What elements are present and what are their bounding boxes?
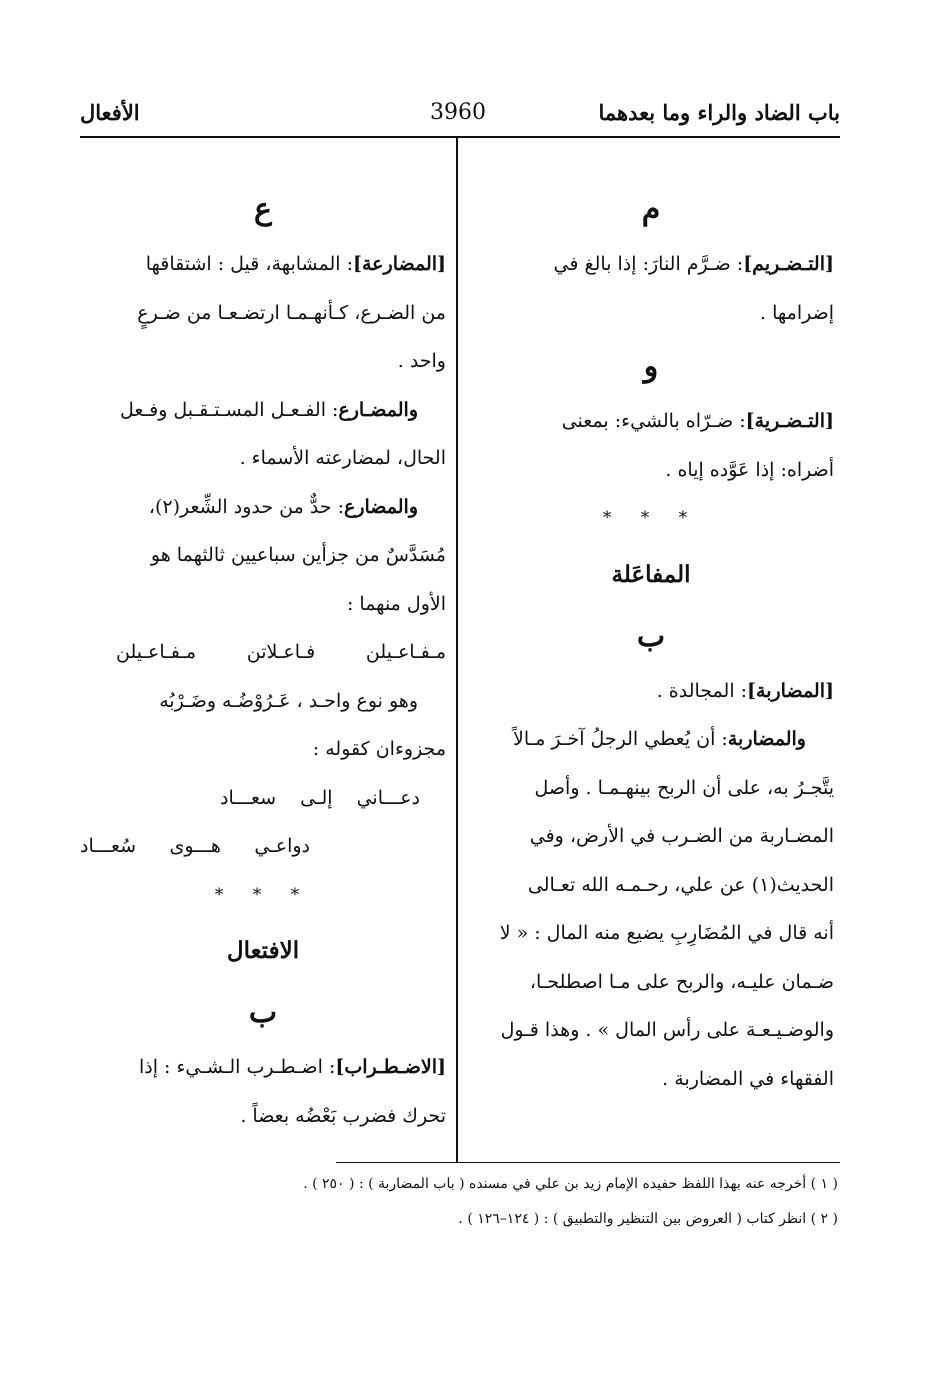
section-separator: * * * [602,508,700,528]
entry-mudaraba-2 [468,715,834,764]
entry-keyword: والمضـارع [338,398,418,421]
entry-text: : اضـطـرب الـشـيء : إذا [138,1056,336,1078]
text-line: تحرك فضرب بَعْضُه بعضاً . [240,1104,446,1127]
text-line: ضـمان عليـه، والربح على مـا اصطلحـا، [529,970,834,993]
entry-mudari [80,386,446,435]
verse-hemistich-1: دعـــاني إلـى سعـــاد [220,786,420,809]
entry-idtirab [80,1043,446,1092]
running-head-left: الأفعال [80,100,140,125]
text-line: مُسَدَّسٌ من جزأين سباعيين ثالثهما هو [150,544,446,566]
entry-tadrim [468,240,834,289]
entry-keyword: [التـضـرية] [745,410,834,432]
entry-text: : أن يُعطي الرجلُ آخـرَ مـالاً [513,728,728,750]
footnote-rule [336,1162,840,1163]
entry-mudaraba [468,667,834,716]
entry-text: : ضـرّاه بالشيء: بمعنى [561,410,746,432]
text-line: وهو نوع واحـد ، عَـرُوْضُـه وضَـرْبُه [159,689,418,712]
text-line: الفقهاء في المضاربة . [662,1067,834,1090]
entry-tadriya-cont: أضراه: إذا عَوَّده إياه . [665,458,834,481]
page-number: 3960 [430,100,486,125]
left-column [80,180,446,1140]
letter-heading-ba: ب [248,995,278,1030]
entry-keyword: والمضاربة [727,728,806,750]
verse-hemistich-2: دواعـي هـــوى سُعـــاد [80,835,310,857]
letter-heading-ain: ع [254,192,272,227]
entry-keyword: [المضارعة] [353,253,446,275]
text-line: الأول منهما : [346,592,446,615]
letter-heading-ba: ب [636,618,666,654]
text-line: أنه قال في المُضَارِبِ يضيع منه المال : « لا [499,922,834,944]
entry-text: : المجالدة . [656,679,748,702]
section-title: الافتعال [226,937,300,964]
entry-keyword: والمضارع [343,495,418,518]
entry-keyword: [الاضـطـراب] [335,1056,446,1078]
running-head-right: باب الضاد والراء وما بعدهما [598,100,840,125]
text-line: يتَّجـرُ به، على أن الربح بينهـمـا . وأصل [534,776,834,799]
header-rule [80,136,840,138]
entry-text: : الفـعـل المسـتـقـبل وفـعل [119,398,339,421]
entry-keyword: [التـضـريم] [743,253,834,275]
footnote-1: ( ١ ) أخرجه عنه بهذا اللفظ حفيده الإمام زيد بن علي في مسنده ( باب المضاربة ) : ( ٢٥٠ ) . [303,1176,838,1192]
section-separator: * * * [214,884,312,905]
entry-text: : حدٌّ من حدود الشِّعر(٢)، [148,495,344,518]
entry-mudari-2 [80,483,446,532]
text-line: مجزوءان كقوله : [312,738,446,760]
section-title: المفاعَلة [611,560,691,588]
text-line: الحال، لمضارعته الأسماء . [239,447,446,469]
text-line: من الضـرع، كـأنهـمـا ارتضـعـا من ضـرعٍ [137,301,446,324]
entry-mudaraa [80,240,446,289]
right-column [468,180,834,1103]
footnote-2: ( ٢ ) انظر كتاب ( العروض بين التنظير والتطبيق ) : ( ١٢٤–١٢٦ ) . [458,1211,838,1227]
entry-text: : المشابهة، قيل : اشتقاقها [145,253,353,275]
entry-tadrim-cont: إضرامها . [760,301,834,324]
entry-text: : ضـرَّم النارَ: إذا بالغ في [553,253,744,275]
letter-heading-waw: و [643,349,659,384]
entry-tadriya [468,397,834,446]
text-line: واحد . [397,350,446,372]
entry-keyword: [المضاربة] [747,679,834,702]
text-line: والوضـيـعـة على رأس المال » . وهذا قـول [500,1019,834,1041]
meter-line: مـفـاعـيلن فـاعـلاتن مـفـاعـيلن [116,641,446,663]
column-divider [456,138,458,1162]
text-line: المضـاربة من الضـرب في الأرض، وفي [529,825,834,847]
text-line: الحديث(١) عن علي، رحـمـه الله تعـالى [527,873,834,896]
letter-heading-mim: م [641,192,661,227]
